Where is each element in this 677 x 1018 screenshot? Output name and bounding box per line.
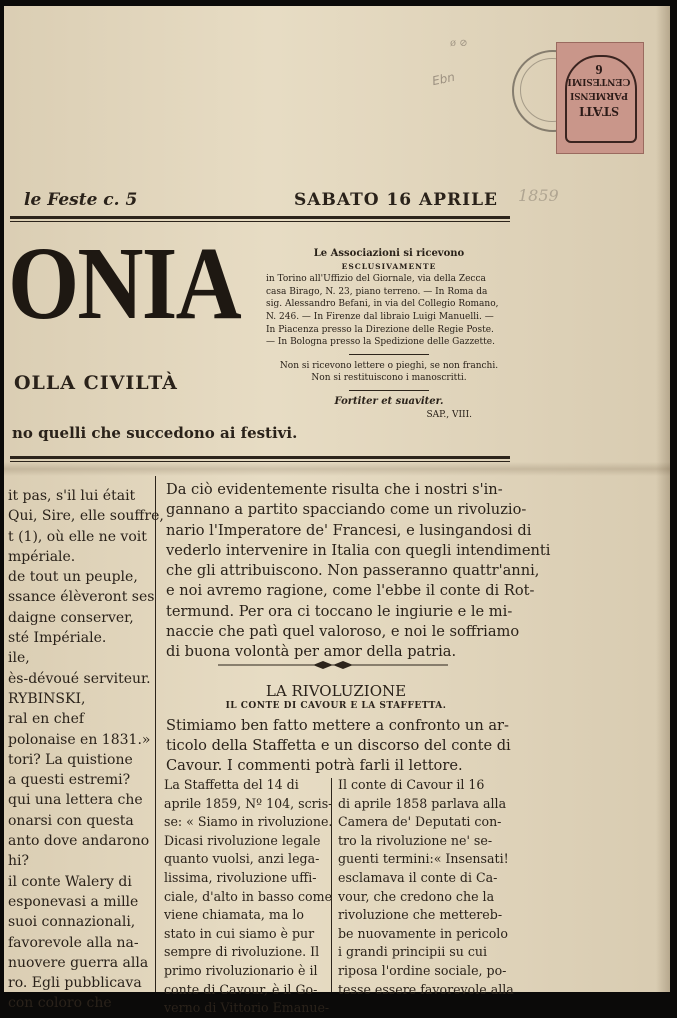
- left-column-line: ro. Egli pubblicava: [8, 975, 142, 992]
- main-paragraph-line: gannano a partito spacciando come un rivoluzio-: [166, 501, 527, 519]
- left-column-line: suoi connazionali,: [8, 914, 136, 931]
- page-edge-shadow: [656, 6, 670, 992]
- staffetta-column-line: aprile 1859, Nº 104, scris-: [164, 795, 333, 811]
- left-column-line: anto dove andarono: [8, 833, 150, 850]
- stamp-line-parmensi: PARMENSI: [570, 90, 628, 102]
- cavour-column-line: riposa l'ordine sociale, po-: [338, 962, 507, 978]
- main-paragraph-line: che gli attribuiscono. Non passeranno quattr'anni,: [166, 562, 540, 580]
- cavour-column-line: esclamava il conte di Ca-: [338, 869, 498, 885]
- left-column-line: sté Impériale.: [8, 630, 107, 647]
- stamp-value: 6: [595, 61, 603, 76]
- staffetta-column-line: se: « Siamo in rivoluzione.: [164, 814, 333, 830]
- masthead-motto: no quelli che succedono ai festivi.: [12, 424, 298, 442]
- postage-stamp: [556, 42, 644, 154]
- subscription-title: Le Associazioni si ricevono: [313, 248, 465, 259]
- left-column-line: hi?: [8, 853, 29, 870]
- feste-note: le Feste c. 5: [24, 190, 138, 210]
- main-paragraph-line: termund. Per ora ci toccano le ingiurie e le mi-: [166, 602, 513, 620]
- header-rule-top-thin: [10, 221, 510, 222]
- main-paragraph: [166, 480, 551, 663]
- cavour-column-line: di aprile 1858 parlava alla: [338, 795, 507, 811]
- left-column-line: ile,: [8, 650, 30, 667]
- left-column-line: de tout un peuple,: [8, 569, 138, 586]
- left-column-line: t (1), où elle ne voit: [8, 528, 147, 545]
- cavour-column-line: guenti termini:« Insensati!: [338, 851, 509, 867]
- header-rule-bottom: [10, 456, 510, 459]
- left-column-text: [8, 486, 164, 1014]
- pencil-signature: Ebn: [430, 69, 457, 89]
- left-column-line: con coloro che: [8, 995, 112, 1012]
- year-annotation: 1859: [518, 186, 559, 205]
- stamp-line-stati: STATI: [579, 103, 619, 118]
- main-paragraph-line: vederlo intervenire in Italia con quegli intendimenti: [166, 541, 551, 559]
- main-paragraph-line: e noi avremo ragione, come l'ebbe il conte di Rot-: [166, 582, 535, 600]
- cavour-column-line: be nuovamente in pericolo: [338, 925, 508, 941]
- staffetta-column-line: viene chiamata, ma lo: [164, 907, 304, 923]
- ornament-divider: [218, 658, 448, 672]
- staffetta-column-line: sempre di rivoluzione. Il: [164, 944, 320, 960]
- stamp-text: [557, 61, 641, 117]
- left-column-line: a questi estremi?: [8, 772, 131, 789]
- section-intro-line: Stimiamo ben fatto mettere a confronto un ar-: [166, 717, 509, 734]
- staffetta-column: [164, 776, 333, 1018]
- left-column-line: mpériale.: [8, 548, 76, 565]
- left-column-line: ral en chef: [8, 711, 85, 728]
- subscription-divider: [349, 390, 429, 391]
- left-column-line: it pas, s'il lui était: [8, 488, 136, 504]
- left-column-line: favorevole alla na-: [8, 934, 139, 951]
- cavour-column-line: tro la rivoluzione ne' se-: [338, 832, 493, 848]
- subscription-line: casa Birago, N. 23, piano terreno. — In Roma da: [266, 286, 488, 297]
- staffetta-column-line: quanto vuolsi, anzi lega-: [164, 851, 320, 867]
- subscription-box: [266, 248, 512, 421]
- staffetta-column-line: La Staffetta del 14 di: [164, 777, 299, 792]
- left-column-line: RYBINSKI,: [8, 690, 86, 707]
- subscription-line: — In Bologna presso la Spedizione delle Gazzette.: [266, 337, 495, 348]
- subscription-line: sig. Alessandro Befani, in via del Collegio Romano,: [266, 299, 499, 310]
- latin-motto-source: SAP., VIII.: [426, 409, 472, 420]
- cavour-column-line: tesse essere favorevole alla: [338, 981, 514, 997]
- left-column-line: onarsi con questa: [8, 812, 134, 829]
- staffetta-column-line: Dicasi rivoluzione legale: [164, 832, 321, 848]
- staffetta-column-line: primo rivoluzionario è il: [164, 962, 318, 978]
- cavour-column-line: Camera de' Deputati con-: [338, 814, 502, 830]
- header-rule-top: [10, 216, 510, 219]
- section-intro-line: Cavour. I commenti potrà farli il lettore.: [166, 757, 463, 774]
- cavour-column-line: rivoluzione che mettereb-: [338, 907, 503, 923]
- section-intro: [166, 716, 511, 776]
- left-column-line: tori? La quistione: [8, 751, 133, 768]
- cavour-column-line: i grandi principii su cui: [338, 944, 488, 960]
- left-column-line: nuovere guerra alla: [8, 954, 149, 971]
- subscription-divider: [349, 354, 429, 355]
- staffetta-column-line: lissima, rivoluzione uffi-: [164, 869, 317, 885]
- stamp-line-centesimi: CENTESIMI: [567, 76, 631, 88]
- section-intro-line: ticolo della Staffetta e un discorso del conte di: [166, 737, 511, 754]
- cavour-column-line: Il conte di Cavour il 16: [338, 777, 485, 792]
- left-column-line: ssance élèveront ses: [8, 589, 155, 606]
- left-column-line: Qui, Sire, elle souffre,: [8, 508, 164, 525]
- cavour-column: [338, 776, 514, 999]
- masthead-subtitle: OLLA CIVILTÀ: [14, 372, 178, 394]
- main-paragraph-line: naccie che patì quel valoroso, e noi le soffriamo: [166, 623, 520, 641]
- subscription-note-manuscripts: Non si restituiscono i manoscritti.: [311, 373, 467, 384]
- left-column-line: esponevasi a mille: [8, 893, 139, 910]
- subscription-subtitle: ESCLUSIVAMENTE: [341, 261, 437, 271]
- pencil-mark: ø ⊘: [450, 38, 468, 49]
- left-column-line: qui una lettera che: [8, 792, 143, 809]
- subscription-note-letters: Non si ricevono lettere o pieghi, se non franchi.: [279, 360, 499, 371]
- left-column-line: daigne conserver,: [8, 609, 134, 626]
- column-divider-left: [155, 476, 156, 992]
- main-paragraph-line: Da ciò evidentemente risulta che i nostri s'in-: [166, 481, 503, 498]
- page-fold: [4, 462, 670, 476]
- left-column-line: polonaise en 1831.»: [8, 731, 151, 748]
- main-paragraph-line: nario l'Imperatore de' Francesi, e lusingandosi di: [166, 521, 532, 539]
- left-column-line: il conte Walery di: [8, 873, 132, 890]
- staffetta-column-line: conte di Cavour, è il Go-: [164, 981, 318, 997]
- cavour-column-line: vour, che credono che la: [338, 888, 495, 904]
- header-rule-bottom-thin: [10, 461, 510, 462]
- staffetta-column-line: stato in cui siamo è pur: [164, 925, 315, 941]
- section-subtitle: IL CONTE DI CAVOUR E LA STAFFETTA.: [225, 701, 447, 711]
- section-title: LA RIVOLUZIONE: [265, 682, 407, 700]
- masthead-title: ONIA: [8, 226, 240, 341]
- left-column-line: ès-dévoué serviteur.: [8, 670, 151, 687]
- subscription-line: in Torino all'Uffizio del Giornale, via della Zecca: [266, 274, 486, 285]
- main-paragraph-line: di buona volontà per amor della patria.: [166, 643, 457, 661]
- latin-motto: Fortiter et suaviter.: [334, 395, 444, 407]
- newspaper-page: [4, 6, 670, 1016]
- subscription-line: N. 246. — In Firenze dal libraio Luigi Manuelli. —: [266, 311, 494, 322]
- staffetta-column-line: verno di Vittorio Emanue-: [164, 1000, 330, 1016]
- staffetta-column-line: ciale, d'alto in basso come: [164, 888, 333, 904]
- subscription-line: In Piacenza presso la Direzione delle Regie Poste.: [266, 324, 494, 335]
- issue-date: SABATO 16 APRILE: [294, 190, 499, 210]
